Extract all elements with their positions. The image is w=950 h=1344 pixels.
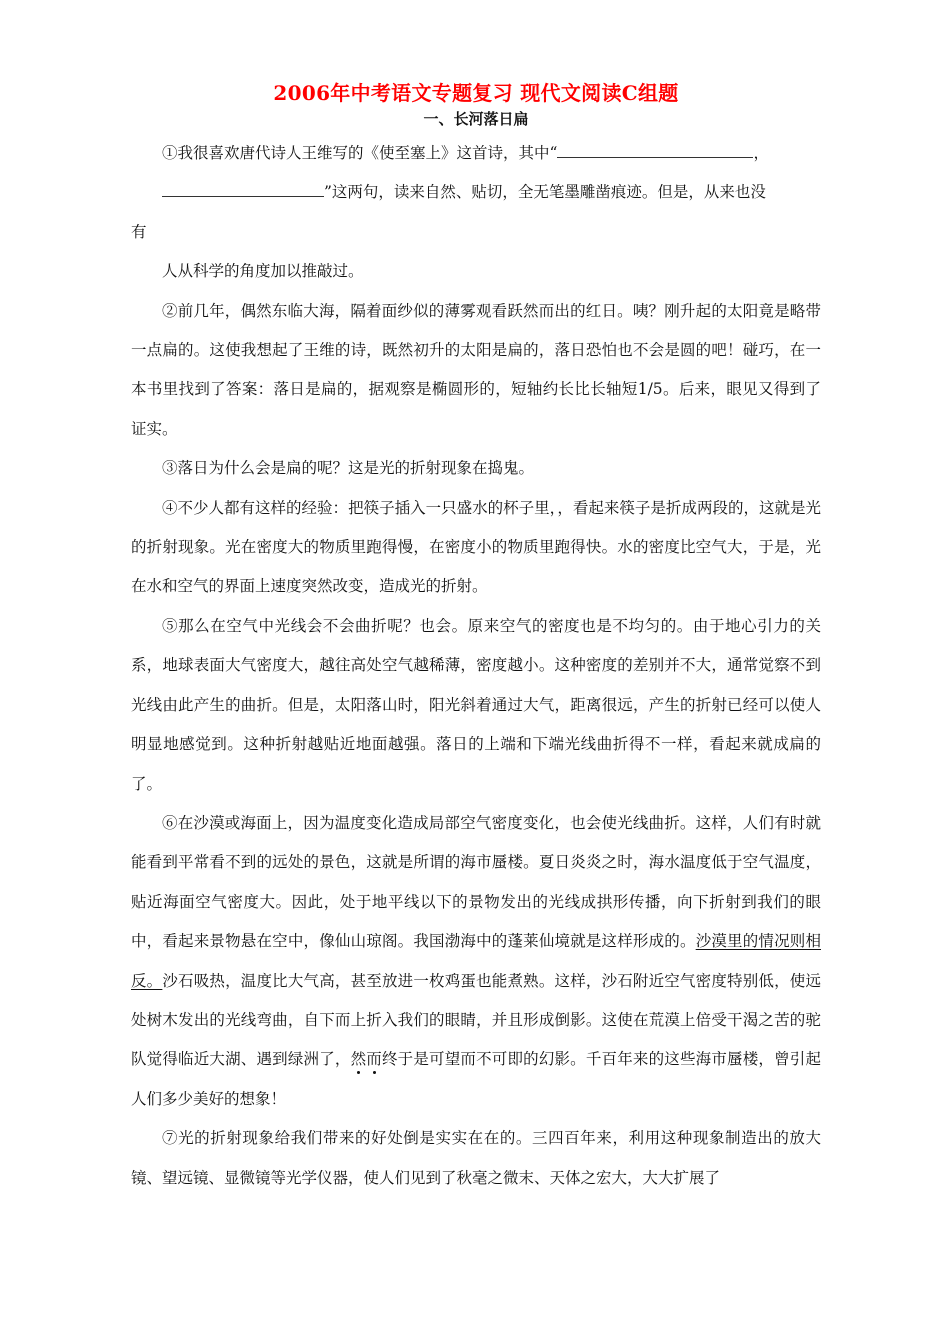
paragraph-6-text-c: 终于是可望而不可即的幻影。千百年来的这些海市蜃楼，曾引起人们多少美好的想象！ [131, 1050, 821, 1108]
paragraph-1-continued [131, 173, 821, 212]
paragraph-6-text-b: 沙石吸热，温度比大气高，甚至放进一枚鸡蛋也能煮熟。这样，沙石附近空气密度特别低，使远处树木发出的光线弯曲，自下而上折入我们的眼睛，并且形成倒影。这使在荒漠上倍受干渴之苦的驼队觉得临近大湖、遇到绿洲了， [131, 971, 821, 1069]
paragraph-1-end: 人从科学的角度加以推敲过。 [162, 262, 364, 281]
paragraph-5: ⑤那么在空气中光线会不会曲折呢？也会。原来空气的密度也是不均匀的。由于地心引力的关系，地球表面大气密度大，越往高处空气越稀薄，密度越小。这种密度的差别并不大，通常觉察不到光线由此产生的曲折。但是，太阳落山时，阳光斜着通过大气，距离很远，产生的折射已经可以使人明显地感觉到。这种折射越贴近地面越强。落日的上端和下端光线曲折得不一样，看起来就成扁的了。 [131, 616, 821, 793]
paragraph-6 [131, 804, 821, 1119]
paragraph-1-comma: ， [753, 144, 769, 162]
emphasis-dot-char-1: 然 [350, 1050, 367, 1069]
paragraph-1-wrap: 有 [131, 222, 147, 241]
answer-blank-2 [162, 178, 324, 197]
paragraph-4: ④不少人都有这样的经验：把筷子插入一只盛水的杯子里，，看起来筷子是折成两段的，这就是光的折射现象。光在密度大的物质里跑得慢，在密度小的物质里跑得快。水的密度比空气大，于是，光在水和空气的界面上速度突然改变，造成光的折射。 [131, 498, 821, 596]
section-heading: 一、长河落日扁 [423, 110, 529, 128]
answer-blank-1 [557, 139, 753, 158]
paragraph-2: ②前几年，偶然东临大海，隔着面纱似的薄雾观看跃然而出的红日。咦？刚升起的太阳竟是略带一点扁的。这使我想起了王维的诗，既然初升的太阳是扁的，落日恐怕也不会是圆的吧！碰巧，在一本书里找到了答案：落日是扁的，据观察是椭圆形的，短轴约长比长轴短1/5。后来，眼见又得到了证实。 [131, 301, 821, 438]
paragraph-7: ⑦光的折射现象给我们带来的好处倒是实实在在的。三四百年来，利用这种现象制造出的放大镜、望远镜、显微镜等光学仪器，使人们见到了秋毫之微末、天体之宏大，大大扩展了 [131, 1129, 821, 1187]
paragraph-1 [131, 134, 821, 173]
emphasis-dot-char-2: 而 [366, 1050, 382, 1069]
document-page [131, 78, 821, 1198]
paragraph-1-text-c: ”这两句，读来自然、贴切，全无笔墨雕凿痕迹。但是，从来也没 [324, 183, 766, 202]
underlined-sentence: 沙漠里的情况则相反。 [131, 932, 821, 990]
paragraph-1-text-a: ①我很喜欢唐代诗人王维写的《使至塞上》这首诗，其中“ [162, 144, 558, 162]
paragraph-6-text-a: ⑥在沙漠或海面上，因为温度变化造成局部空气密度变化，也会使光线曲折。这样，人们有时就能看到平常看不到的远处的景色，这就是所谓的海市蜃楼。夏日炎炎之时，海水温度低于空气温度，贴近海面空气密度大。因此，处于地平线以下的景物发出的光线成拱形传播，向下折射到我们的眼中，看起来景物悬在空中，像仙山琼阁。我国渤海中的蓬莱仙境就是这样形成的。 [131, 813, 821, 951]
document-title: 2006年中考语文专题复习 现代文阅读C组题 [273, 81, 679, 105]
paragraph-3: ③落日为什么会是扁的呢？这是光的折射现象在捣鬼。 [162, 459, 535, 478]
